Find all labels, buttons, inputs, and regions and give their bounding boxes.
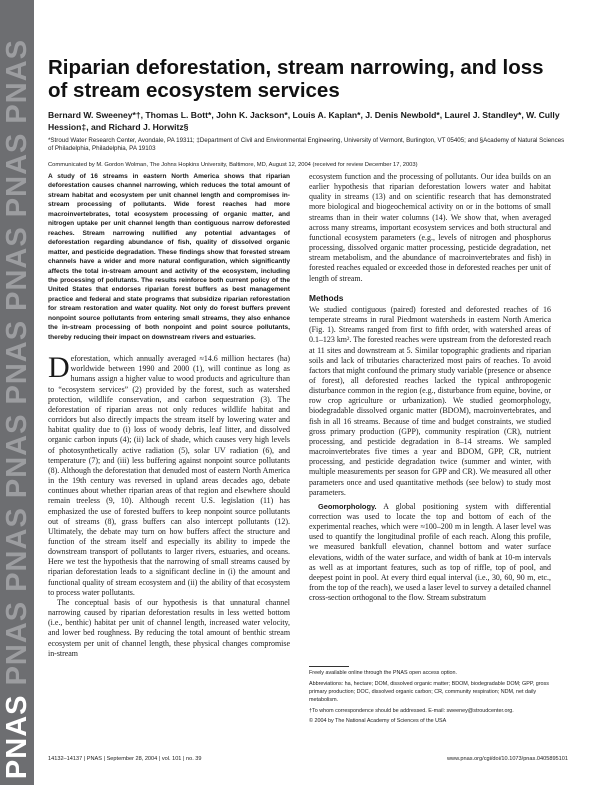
- affiliations: *Stroud Water Research Center, Avondale, PA 19311; ‡Department of Civil and Environmental Engineering, University of Vermont, Burlington, VT 05405; and §Academy of Natural Sciences of Philadelphia, Philadelphia, PA 19103: [48, 137, 565, 153]
- left-column: [48, 172, 290, 659]
- journal-logo-text: PNAS: [1, 498, 33, 592]
- drop-cap: D: [48, 351, 70, 385]
- footnotes: [309, 666, 551, 728]
- geomorphology-heading: Geomorphology.: [318, 501, 377, 511]
- journal-sidebar-text: [2, 39, 32, 779]
- geomorphology-text: A global positioning system with differential correction was used to locate the top and bottom of each of the experimental reaches, which were ≈100–200 m in length. A laser level was used to quantify the longitudinal profile of each reach. Along this profile, we measured bankfull elevation, channel bottom and water surface elevations, width of the water surface, and width of bank at 10-m intervals as well as at important features, such as top of riffle, top of pool, and deepest point in pool. At every third equal interval (i.e., 30, 60, 90 m, etc., from the top of the reach), we used a laser level to survey a detailed channel cross-section orthogonal to the flow. Stream substratum: [309, 501, 551, 603]
- journal-logo-text: PNAS: [1, 591, 33, 686]
- page-footer: [48, 754, 568, 764]
- journal-logo-text: PNAS: [1, 404, 33, 499]
- footer-citation: 14132–14137 | PNAS | September 28, 2004 | vol. 101 | no. 39: [48, 756, 202, 762]
- author-list: Bernard W. Sweeney*†, Thomas L. Bott*, John K. Jackson*, Louis A. Kaplan*, J. Denis Newbold*, Laurel J. Standley*, W. Cully Hession‡, and Richard J. Horwitz§: [48, 110, 560, 132]
- footer-doi-link[interactable]: www.pnas.org/cgi/doi/10.1073/pnas.0405895101: [447, 756, 568, 762]
- communicated-by: Communicated by M. Gordon Wolman, The Johns Hopkins University, Baltimore, MD, August 12, 2004 (received for review December 17, 2003): [48, 162, 418, 168]
- journal-logo-text: PNAS: [1, 38, 33, 124]
- footnote-abbreviations: Abbreviations: ha, hectare; DOM, dissolved organic matter; BDOM, biodegradable DOM; GPP, gross primary production; DOC, dissolved organic carbon; CR, community respiration; NDM, net daily metabolism.: [309, 680, 549, 703]
- methods-paragraph: We studied contiguous (paired) forested and deforested reaches of 16 temperate streams in rural Piedmont watersheds in eastern North America (Fig. 1). Streams ranged from first to fifth order, with watershed areas of 0.1–123 km². The forested reaches were upstream from the deforested reach at 11 sites and downstream at 5. Similar topographic gradients and riparian soils and lack of tributaries characterized most pairs of reaches. To avoid factors that might confound the primary study variable (presence or absence of forest), all deforested reaches lacked the typical anthropogenic disturbance common in the region (e.g., disturbance from equine, bovine, or row crop agriculture or urbanization). We studied geomorphology, biodegradable dissolved organic matter (BDOM), macroinvertebrates, and fish in all 16 streams. Because of time and budget constraints, we studied gross primary production (GPP), community respiration (CR), nutrient processing, and pesticide degradation in 8–14 streams. We sampled macroinvertebrates five times a year and BDOM, GPP, CR, nutrient processing, and pesticide degradation twice (summer and winter, with multiple measurements per season for GPP and CR). We measured all other parameters once and used quantitative methods (see below) to study most parameters.: [309, 304, 551, 497]
- article-title: Riparian deforestation, stream narrowing, and loss of stream ecosystem services: [48, 56, 544, 102]
- journal-sidebar: [0, 0, 34, 785]
- abstract: A study of 16 streams in eastern North America shows that riparian deforestation causes channel narrowing, which reduces the total amount of stream habitat and ecosystem per unit channel length and compromises in-stream processing of pollutants. Wide forest reaches had more macroinvertebrates, total ecosystem processing of organic matter, and nitrogen uptake per unit channel length than contiguous narrow deforested reaches. Stream narrowing nullified any potential advantages of deforestation regarding abundance of fish, quality of dissolved organic matter, and pesticide degradation. These findings show that forested stream channels have a wider and more natural configuration, which significantly affects the total in-stream amount and activity of the ecosystem, including the processing of pollutants. The results reinforce both current policy of the United States that endorses riparian forest buffers as best management practice and federal and state programs that subsidize riparian reforestation for stream restoration and water quality. Not only do forest buffers prevent nonpoint source pollutants from entering small streams, they also enhance the in-stream processing of both nonpoint and point source pollutants, thereby reducing their impact on downstream rivers and estuaries.: [48, 173, 290, 341]
- journal-logo-text: PNAS: [1, 123, 33, 218]
- journal-logo-text: PNAS: [1, 685, 33, 779]
- right-column: [309, 172, 551, 603]
- intro-paragraph-1-text: eforestation, which annually averaged ≈14.6 million hectares (ha) worldwide between 1990 and 2000 (1), will continue as long as humans assign a higher value to wood products and agriculture than to “ecosystem services” (2) provided by the forest, such as watershed protection, wildlife conservation, and carbon sequestration (3). The deforestation of riparian areas not only reduces wildlife habitat and corridors but also directly impacts the stream itself by lowering water and habitat quality due to (i) loss of woody debris, leaf litter, and dissolved organic carbon inputs (4); (ii) lack of shade, which causes very high levels of photosynthetically active radiation (5), solar UV radiation (6), and temperature (7); and (iii) less buffering against nonpoint source pollutants (8). Although the deforestation that denuded most of eastern North America in the 19th century was reversed in upland areas decades ago, debate continues about whether riparian areas of that region and elsewhere should remain treeless (9, 10). Although recent U.S. legislation (11) has emphasized the use of forested buffers to keep nonpoint source pollutants out of streams (8), grass buffers can also intercept pollutants (12). Ultimately, the debate may turn on how buffers affect the structure and function of the stream itself and especially its ability to impede the downstream transport of pollutants to larger rivers, estuaries, and oceans. Here we test the hypothesis that the narrowing of small streams caused by riparian deforestation leads to a significant decline in (i) the amount and functional quality of stream ecosystem and (ii) the ability of that ecosystem to process water pollutants.: [48, 354, 290, 597]
- methods-heading: Methods: [309, 292, 344, 303]
- continued-paragraph: ecosystem function and the processing of pollutants. Our idea builds on an earlier hypothesis that riparian deforestation lowers water and habitat quality in streams (13) and on scientific research that has demonstrated more biological and biogeochemical activity on or in the bottoms of small streams than in their water columns (14). We show that, when averaged across many streams, important ecosystem services and both structural and functional ecosystem parameters (e.g., levels of nitrogen and phosphorus processing, dissolved organic matter processing, pesticide degradation, net stream metabolism, and the abundance of macroinvertebrates and fish) in forested reaches equaled or exceeded those in deforested reaches per unit of length of stream.: [309, 172, 551, 283]
- geomorphology-paragraph: [309, 502, 551, 604]
- intro-paragraph-2: The conceptual basis of our hypothesis is that unnatural channel narrowing caused by riparian deforestation results in less wetted bottom (i.e., benthic) habitat per unit of channel length, increased water velocity, and lower bed roughness. By reducing the total amount of benthic stream ecosystem per unit of channel length, these physical changes compromise in-stream: [48, 597, 290, 658]
- journal-logo-text: PNAS: [1, 217, 33, 311]
- footnote-open-access: Freely available online through the PNAS open access option.: [309, 670, 458, 676]
- journal-logo-text: PNAS: [1, 310, 33, 405]
- footnote-rule: [309, 666, 349, 667]
- intro-paragraph-1: [48, 351, 290, 598]
- footnote-copyright: © 2004 by The National Academy of Sciences of the USA: [309, 718, 447, 725]
- footnote-correspondence: †To whom correspondence should be addressed. E-mail: sweeney@stroudcenter.org.: [309, 707, 514, 714]
